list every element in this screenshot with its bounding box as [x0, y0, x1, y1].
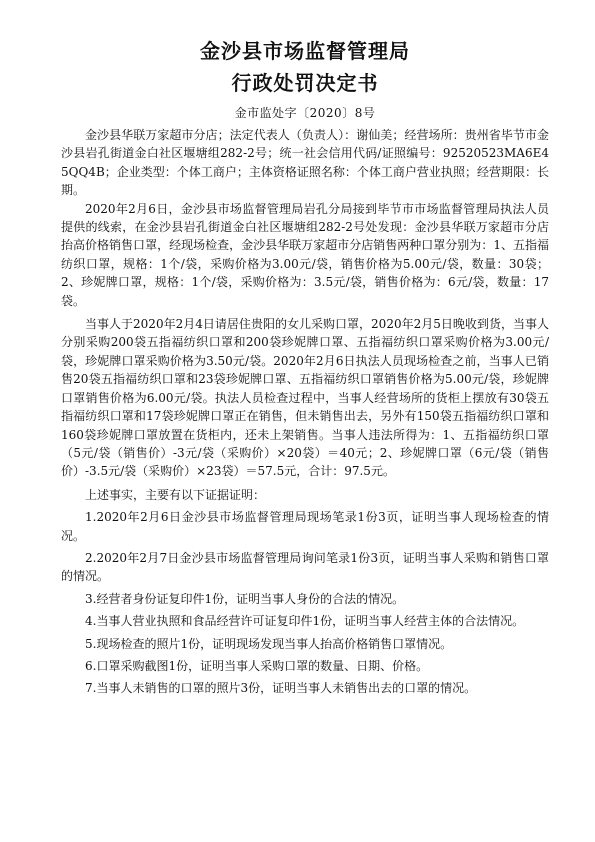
- evidence-item-6: 6.口罩采购截图1份，证明当事人采购口罩的数量、日期、价格。: [85, 658, 429, 673]
- case-facts-paragraph-2: 当事人于2020年2月4日请居住贵阳的女儿采购口罩，2020年2月5日晚收到货，当事人分别采购200袋五指福纺织口罩和200袋珍妮牌口罩、五指福纺织口罩采购价格为3.00元/袋，珍妮牌口罩采购价格为3.50元/袋。2020年2月6日执法人员现场检查之前，当事人已销售20袋五指福纺织口罩和23袋珍妮牌口罩、五指福纺织口罩销售价格为5.00元/袋，珍妮牌口罩销售价格为6.00元/袋。执法人员检查过程中，当事人经营场所的货柜上摆放有30袋五指福纺织口罩和17袋珍妮牌口罩正在销售，但未销售出去，另外有150袋五指福纺织口罩和160袋珍妮牌口罩放置在货柜内，还未上架销售。当事人违法所得为：1、五指福纺织口罩（5元/袋（销售价）-3元/袋（采购价）×20袋）＝40元；2、珍妮牌口罩（6元/袋（销售价）-3.5元/袋（采购价）×23袋）＝57.5元，合计：97.5元。: [61, 317, 549, 479]
- document-number: 金市监处字〔2020〕8号: [234, 106, 376, 120]
- document-title-agency: 金沙县市场监督管理局: [200, 39, 410, 63]
- evidence-item-7: 7.当事人未销售的口罩的照片3份，证明当事人未销售出去的口罩的情况。: [85, 681, 477, 696]
- document-body: [61, 126, 549, 698]
- evidence-item-3: 3.经营者身份证复印件1份，证明当事人身份的合法的情况。: [85, 591, 405, 606]
- evidence-item-1: 1.2020年2月6日金沙县市场监督管理局现场笔录1份3页，证明当事人现场检查的情况。: [61, 510, 549, 543]
- evidence-item-2: 2.2020年2月7日金沙县市场监督管理局询问笔录1份3页，证明当事人采购和销售口罩的情况。: [61, 550, 549, 584]
- party-info-paragraph: 金沙县华联万家超市分店；法定代表人（负责人）：谢仙美；经营场所：贵州省毕节市金沙县岩孔街道金白社区堰塘组282-2号；统一社会信用代码/证照编号：92520523MA6E45QQ4B；企业类型：个体工商户；主体资格证照名称：个体工商户营业执照；经营期限：长期。: [61, 128, 549, 198]
- case-facts-paragraph-1: 2020年2月6日，金沙县市场监督管理局岩孔分局接到毕节市市场监督管理局执法人员提供的线索，在金沙县岩孔街道金白社区堰塘组282-2号处发现：金沙县华联万家超市分店抬高价格销售口罩，经现场检查，金沙县华联万家超市分店销售两种口罩分别为：1、五指福纺织口罩，规格：1个/袋，采购价格为3.00元/袋，销售价格为5.00元/袋，数量：30袋；2、珍妮牌口罩，规格：1个/袋，采购价格为：3.5元/袋，销售价格为：6元/袋，数量：17袋。: [61, 201, 549, 308]
- evidence-item-4: 4.当事人营业执照和食品经营许可证复印件1份，证明当事人经营主体的合法情况。: [85, 614, 525, 629]
- evidence-intro: 上述事实，主要有以下证据证明：: [85, 487, 266, 502]
- evidence-item-5: 5.现场检查的照片1份，证明现场发现当事人抬高价格销售口罩情况。: [85, 636, 453, 651]
- document-title-type: 行政处罚决定书: [231, 71, 379, 95]
